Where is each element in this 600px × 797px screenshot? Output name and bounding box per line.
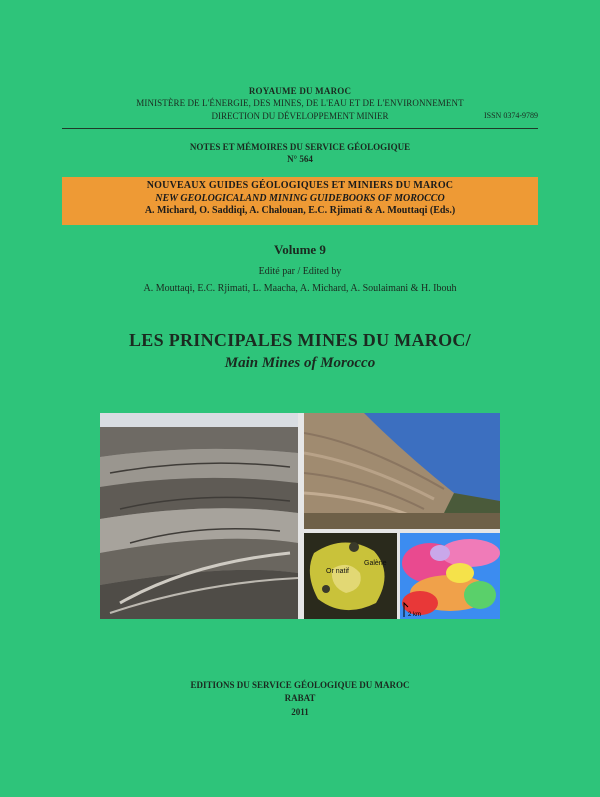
- direction-heading: DIRECTION DU DÉVELOPPEMENT MINIER: [211, 111, 389, 121]
- header-divider: [62, 128, 538, 129]
- micro-label-galena: Galène: [364, 560, 387, 567]
- publisher-city: RABAT: [284, 693, 316, 703]
- volume-authors: A. Mouttaqi, E.C. Rjimati, L. Maacha, A. Michard, A. Soulaimani & H. Ibouh: [143, 283, 457, 294]
- kingdom-heading: ROYAUME DU MAROC: [248, 86, 352, 96]
- cliff-landscape-photo: [304, 413, 500, 529]
- micro-label-gold: Or natif: [326, 568, 349, 575]
- edited-by-label: Edité par / Edited by: [258, 266, 342, 277]
- ore-micrograph-photo: [304, 533, 397, 619]
- series-number: N° 564: [287, 154, 313, 164]
- ministry-heading: MINISTÈRE DE L'ÉNERGIE, DES MINES, DE L'EAU ET DE L'ENVIRONNEMENT: [136, 98, 464, 108]
- publisher-name: EDITIONS DU SERVICE GÉOLOGIQUE DU MAROC: [190, 680, 410, 690]
- collection-title-en: NEW GEOLOGICALAND MINING GUIDEBOOKS OF MOROCCO: [155, 192, 445, 204]
- map-scale-label: 2 km: [408, 612, 422, 618]
- publication-year: 2011: [291, 707, 309, 717]
- collection-title-fr: NOUVEAUX GUIDES GÉOLOGIQUES ET MINIERS DU MAROC: [146, 180, 454, 191]
- book-subtitle: Main Mines of Morocco: [224, 355, 376, 371]
- photo-collage: [100, 413, 500, 619]
- open-pit-mine-photo: [100, 413, 298, 619]
- book-title: LES PRINCIPALES MINES DU MAROC/: [128, 330, 471, 350]
- geophysical-map-image: [400, 533, 500, 619]
- series-title: NOTES ET MÉMOIRES DU SERVICE GÉOLOGIQUE: [189, 142, 411, 152]
- collection-band: [62, 177, 538, 225]
- volume-label: Volume 9: [274, 242, 326, 257]
- issn-label: ISSN 0374-9789: [483, 111, 538, 120]
- collection-editors: A. Michard, O. Saddiqi, A. Chalouan, E.C. Rjimati & A. Mouttaqi (Eds.): [144, 205, 456, 216]
